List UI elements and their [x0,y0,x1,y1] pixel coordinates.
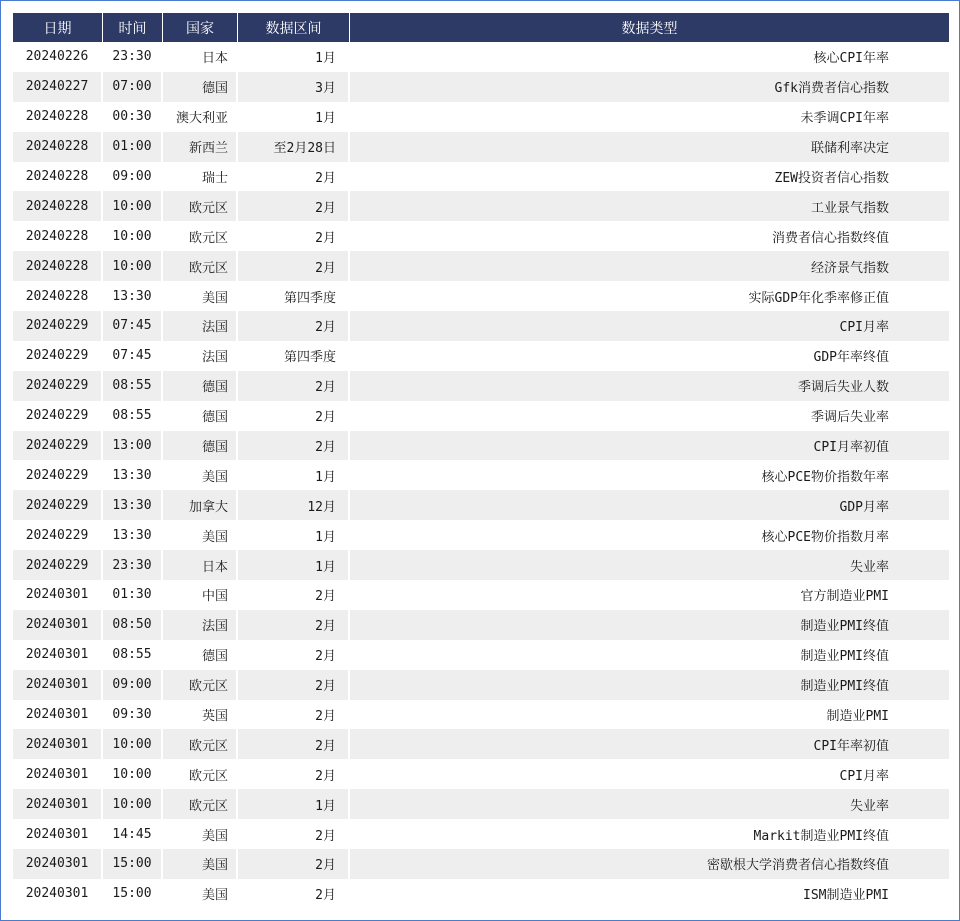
cell-period: 1月 [238,460,350,490]
table-row [13,72,949,102]
header-row [13,13,949,42]
cell-date: 20240228 [13,221,103,251]
cell-country: 欧元区 [163,191,238,221]
cell-time: 13:30 [103,490,163,520]
table-row [13,162,949,192]
table-row [13,819,949,849]
cell-date: 20240301 [13,789,103,819]
cell-country: 英国 [163,700,238,730]
cell-data-type: 季调后失业率 [350,401,949,431]
cell-time: 23:30 [103,42,163,72]
cell-date: 20240228 [13,132,103,162]
table-row [13,849,949,879]
cell-country: 法国 [163,341,238,371]
cell-date: 20240229 [13,490,103,520]
cell-data-type: 工业景气指数 [350,191,949,221]
cell-country: 欧元区 [163,221,238,251]
cell-date: 20240229 [13,371,103,401]
cell-country: 中国 [163,580,238,610]
table-row [13,670,949,700]
cell-date: 20240228 [13,191,103,221]
cell-data-type: CPI月率初值 [350,431,949,461]
table-row [13,371,949,401]
cell-data-type: 失业率 [350,789,949,819]
cell-data-type: Gfk消费者信心指数 [350,72,949,102]
cell-data-type: 制造业PMI终值 [350,610,949,640]
cell-period: 12月 [238,490,350,520]
cell-data-type: 季调后失业人数 [350,371,949,401]
cell-data-type: CPI月率 [350,759,949,789]
cell-period: 2月 [238,610,350,640]
cell-time: 09:30 [103,700,163,730]
cell-period: 2月 [238,879,350,909]
cell-date: 20240301 [13,849,103,879]
cell-country: 美国 [163,819,238,849]
cell-time: 07:45 [103,311,163,341]
cell-data-type: 实际GDP年化季率修正值 [350,281,949,311]
header-data-type: 数据类型 [350,13,949,42]
cell-country: 德国 [163,371,238,401]
cell-date: 20240301 [13,759,103,789]
cell-date: 20240229 [13,550,103,580]
table-row [13,102,949,132]
table-row [13,251,949,281]
cell-date: 20240301 [13,610,103,640]
cell-time: 14:45 [103,819,163,849]
cell-period: 第四季度 [238,281,350,311]
table-row [13,311,949,341]
cell-period: 至2月28日 [238,132,350,162]
cell-time: 15:00 [103,879,163,909]
cell-time: 13:30 [103,460,163,490]
cell-time: 01:00 [103,132,163,162]
cell-date: 20240229 [13,431,103,461]
cell-period: 2月 [238,162,350,192]
cell-data-type: 制造业PMI终值 [350,670,949,700]
cell-date: 20240301 [13,580,103,610]
cell-time: 10:00 [103,759,163,789]
cell-country: 澳大利亚 [163,102,238,132]
cell-time: 10:00 [103,729,163,759]
cell-data-type: 消费者信心指数终值 [350,221,949,251]
cell-date: 20240301 [13,640,103,670]
table-row [13,759,949,789]
table-row [13,580,949,610]
cell-country: 德国 [163,431,238,461]
cell-data-type: 联储利率决定 [350,132,949,162]
cell-time: 09:00 [103,162,163,192]
cell-period: 1月 [238,789,350,819]
cell-period: 2月 [238,371,350,401]
table-row [13,640,949,670]
cell-data-type: GDP年率终值 [350,341,949,371]
cell-data-type: 官方制造业PMI [350,580,949,610]
cell-date: 20240227 [13,72,103,102]
cell-date: 20240301 [13,700,103,730]
table-row [13,460,949,490]
cell-data-type: CPI年率初值 [350,729,949,759]
cell-date: 20240301 [13,729,103,759]
cell-data-type: Markit制造业PMI终值 [350,819,949,849]
cell-time: 13:30 [103,281,163,311]
cell-period: 1月 [238,520,350,550]
cell-time: 07:00 [103,72,163,102]
cell-period: 2月 [238,580,350,610]
cell-date: 20240228 [13,251,103,281]
cell-country: 新西兰 [163,132,238,162]
cell-time: 13:00 [103,431,163,461]
cell-country: 日本 [163,550,238,580]
cell-country: 德国 [163,401,238,431]
cell-country: 欧元区 [163,729,238,759]
header-country: 国家 [163,13,238,42]
header-period: 数据区间 [238,13,350,42]
table-row [13,879,949,909]
cell-data-type: 制造业PMI终值 [350,640,949,670]
cell-country: 德国 [163,640,238,670]
cell-date: 20240229 [13,341,103,371]
cell-time: 10:00 [103,789,163,819]
cell-time: 10:00 [103,221,163,251]
table-row [13,431,949,461]
cell-time: 00:30 [103,102,163,132]
cell-country: 欧元区 [163,251,238,281]
cell-date: 20240229 [13,401,103,431]
cell-period: 2月 [238,729,350,759]
cell-data-type: 核心CPI年率 [350,42,949,72]
table-row [13,132,949,162]
cell-country: 欧元区 [163,759,238,789]
cell-time: 15:00 [103,849,163,879]
table-row [13,700,949,730]
table-row [13,42,949,72]
table-row [13,281,949,311]
table-row [13,610,949,640]
cell-data-type: 制造业PMI [350,700,949,730]
cell-date: 20240228 [13,281,103,311]
cell-time: 13:30 [103,520,163,550]
cell-time: 10:00 [103,191,163,221]
cell-data-type: ISM制造业PMI [350,879,949,909]
cell-data-type: GDP月率 [350,490,949,520]
header-time: 时间 [103,13,163,42]
cell-period: 2月 [238,401,350,431]
cell-time: 07:45 [103,341,163,371]
table-row [13,550,949,580]
cell-period: 2月 [238,819,350,849]
cell-time: 01:30 [103,580,163,610]
cell-time: 09:00 [103,670,163,700]
cell-data-type: 经济景气指数 [350,251,949,281]
cell-time: 23:30 [103,550,163,580]
table-header [13,13,949,42]
cell-country: 欧元区 [163,670,238,700]
cell-country: 加拿大 [163,490,238,520]
cell-country: 法国 [163,311,238,341]
cell-period: 1月 [238,550,350,580]
cell-date: 20240301 [13,819,103,849]
cell-country: 德国 [163,72,238,102]
cell-period: 2月 [238,849,350,879]
cell-country: 日本 [163,42,238,72]
cell-date: 20240229 [13,520,103,550]
cell-country: 美国 [163,520,238,550]
header-date: 日期 [13,13,103,42]
cell-country: 欧元区 [163,789,238,819]
cell-period: 2月 [238,251,350,281]
cell-country: 美国 [163,460,238,490]
table-row [13,341,949,371]
cell-data-type: CPI月率 [350,311,949,341]
cell-date: 20240301 [13,670,103,700]
table-row [13,221,949,251]
table-row [13,191,949,221]
cell-data-type: 核心PCE物价指数月率 [350,520,949,550]
cell-time: 08:55 [103,640,163,670]
cell-time: 08:55 [103,401,163,431]
cell-data-type: 核心PCE物价指数年率 [350,460,949,490]
cell-date: 20240301 [13,879,103,909]
cell-country: 法国 [163,610,238,640]
cell-period: 3月 [238,72,350,102]
cell-time: 10:00 [103,251,163,281]
table-row [13,401,949,431]
cell-date: 20240228 [13,162,103,192]
cell-date: 20240226 [13,42,103,72]
cell-period: 1月 [238,102,350,132]
cell-period: 2月 [238,640,350,670]
table-row [13,520,949,550]
cell-date: 20240229 [13,460,103,490]
cell-period: 2月 [238,700,350,730]
cell-period: 2月 [238,670,350,700]
table-row [13,490,949,520]
cell-period: 2月 [238,191,350,221]
table-body [13,42,949,909]
cell-period: 2月 [238,759,350,789]
cell-country: 美国 [163,281,238,311]
cell-country: 美国 [163,879,238,909]
cell-data-type: 密歇根大学消费者信心指数终值 [350,849,949,879]
cell-data-type: ZEW投资者信心指数 [350,162,949,192]
cell-time: 08:50 [103,610,163,640]
table-row [13,729,949,759]
cell-period: 2月 [238,311,350,341]
cell-date: 20240228 [13,102,103,132]
cell-country: 瑞士 [163,162,238,192]
cell-date: 20240229 [13,311,103,341]
economic-calendar-table [13,13,949,909]
table-row [13,789,949,819]
cell-time: 08:55 [103,371,163,401]
cell-period: 2月 [238,431,350,461]
cell-country: 美国 [163,849,238,879]
cell-data-type: 失业率 [350,550,949,580]
cell-data-type: 未季调CPI年率 [350,102,949,132]
cell-period: 2月 [238,221,350,251]
cell-period: 第四季度 [238,341,350,371]
cell-period: 1月 [238,42,350,72]
